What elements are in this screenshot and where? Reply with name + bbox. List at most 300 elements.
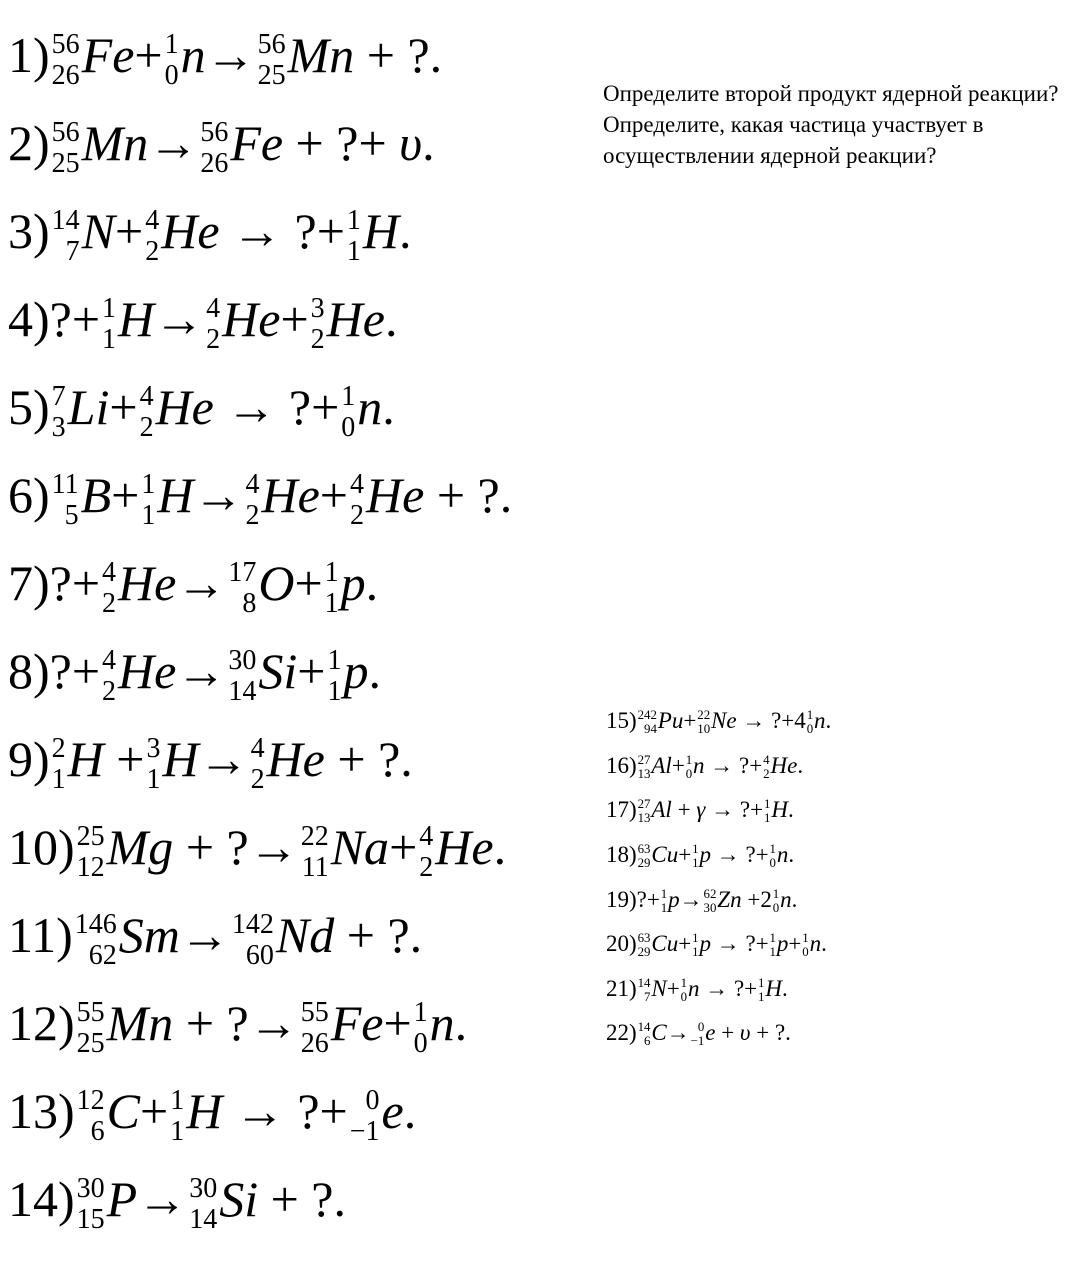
atomic-number: 2 — [145, 235, 160, 267]
mass-number: 4 — [206, 293, 221, 325]
operator: . — [825, 708, 832, 733]
reaction-number: 20) — [606, 931, 637, 956]
nuclide — [230, 907, 335, 971]
reaction-number: 18) — [606, 842, 637, 867]
reaction-3 — [8, 203, 412, 267]
mass-number: 27 — [637, 797, 651, 812]
nuclide-indices — [697, 709, 710, 736]
element-symbol: He — [366, 467, 425, 523]
nuclide-indices — [802, 932, 808, 959]
operator: . — [454, 995, 468, 1051]
atomic-number: 1 — [758, 990, 765, 1005]
nuclide-indices — [145, 207, 159, 266]
element-symbol: Al — [651, 797, 672, 822]
nuclide — [75, 819, 174, 883]
atomic-number: 2 — [245, 499, 260, 531]
mass-number: 30 — [189, 1173, 218, 1205]
atomic-number: 1 — [324, 587, 339, 619]
nuclide-indices — [638, 1021, 651, 1048]
operator: + — [671, 753, 685, 778]
element-symbol: n — [687, 976, 700, 1001]
operator: → ?+ — [222, 1083, 348, 1139]
atomic-number: 13 — [637, 811, 651, 826]
element-symbol: N — [651, 976, 667, 1001]
element-symbol: H — [771, 797, 788, 822]
nuclide-indices — [52, 119, 80, 178]
nuclide-indices — [763, 754, 769, 781]
operator: → ?+ — [699, 976, 758, 1001]
nuclide-indices — [52, 735, 66, 794]
nuclide — [100, 555, 177, 619]
reaction-number: 15) — [606, 708, 637, 733]
reaction-13 — [8, 1083, 417, 1147]
operator: . — [788, 842, 795, 867]
mass-number: 1 — [324, 557, 339, 589]
atomic-number: 2 — [102, 675, 117, 707]
nuclide-indices — [692, 932, 698, 959]
nuclide-indices — [638, 709, 657, 736]
operator: → — [193, 467, 244, 523]
nuclide-indices — [764, 798, 770, 825]
element-symbol: He — [161, 203, 220, 259]
mass-number: 56 — [257, 29, 286, 61]
operator: . — [791, 887, 798, 912]
nuclide — [198, 115, 284, 179]
reaction-number: 21) — [606, 976, 637, 1001]
element-symbol: Sm — [118, 907, 180, 963]
reaction-12 — [8, 995, 468, 1059]
mass-number: 0 — [697, 1020, 705, 1035]
reaction-4 — [8, 291, 398, 355]
nuclide — [75, 1083, 141, 1147]
nuclide — [50, 115, 149, 179]
nuclide-indices — [189, 1175, 217, 1234]
operator: → ?+4 — [736, 708, 806, 733]
element-symbol: p — [699, 842, 711, 867]
element-symbol: n — [776, 842, 789, 867]
nuclide-indices — [350, 1087, 380, 1146]
atomic-number: 29 — [637, 945, 651, 960]
nuclide-indices — [102, 295, 116, 354]
operator: → — [176, 555, 227, 611]
element-symbol: N — [81, 203, 116, 259]
element-symbol: He — [435, 819, 494, 875]
mass-number: 4 — [145, 205, 160, 237]
operator: + ?. — [424, 467, 513, 523]
nuclide — [348, 467, 425, 531]
reaction-17 — [606, 798, 794, 825]
reaction-21 — [606, 977, 788, 1004]
mass-number: 3 — [310, 293, 325, 325]
nuclide — [50, 379, 110, 443]
mass-number: 22 — [697, 708, 711, 723]
atomic-number: 94 — [644, 722, 657, 737]
mass-number: 7 — [51, 381, 66, 413]
atomic-number: 5 — [64, 499, 79, 531]
nuclide-indices — [347, 207, 361, 266]
nuclide-indices — [146, 735, 160, 794]
mass-number: 4 — [245, 469, 260, 501]
nuclide — [763, 797, 788, 826]
reaction-14 — [8, 1171, 346, 1235]
operator: → ?+ — [710, 842, 769, 867]
mass-number: 1 — [141, 469, 156, 501]
operator: → — [205, 27, 256, 83]
nuclide-indices — [52, 471, 79, 530]
atomic-number: 1 — [769, 945, 776, 960]
atomic-number: 25 — [76, 1027, 105, 1059]
nuclide — [143, 203, 220, 267]
mass-number: 1 — [772, 887, 780, 902]
operator: + — [715, 1020, 740, 1045]
mass-number: 25 — [76, 821, 105, 853]
mass-number: 14 — [637, 976, 651, 991]
mass-number: 4 — [102, 645, 117, 677]
mass-number: 1 — [170, 1085, 185, 1117]
operator: + ?+ — [283, 115, 400, 171]
atomic-number: 2 — [139, 411, 154, 443]
nuclide-indices — [102, 647, 116, 706]
nuclide — [691, 931, 711, 960]
atomic-number: 1 — [141, 499, 156, 531]
atomic-number: 11 — [301, 851, 329, 883]
operator: . — [782, 976, 788, 1001]
mass-number: 62 — [703, 887, 717, 902]
nuclide-indices — [419, 823, 433, 882]
reaction-16 — [606, 754, 803, 781]
reaction-number: 12) — [8, 995, 75, 1051]
atomic-number: −1 — [349, 1115, 380, 1147]
nuclide — [75, 1171, 138, 1235]
operator: + — [103, 731, 145, 787]
operator: + ?. — [354, 27, 443, 83]
reaction-number: 5) — [8, 379, 50, 435]
nuclide — [50, 467, 112, 531]
atomic-number: 6 — [644, 1034, 651, 1049]
element-symbol: n — [429, 995, 455, 1051]
element-symbol: He — [770, 753, 798, 778]
nuclide-indices — [773, 888, 779, 915]
element-symbol: Si — [219, 1171, 259, 1227]
nuclide — [50, 203, 116, 267]
mass-number: 55 — [76, 997, 105, 1029]
nuclide — [249, 731, 325, 795]
operator: + — [319, 467, 348, 523]
element-symbol: n — [357, 379, 383, 435]
element-symbol: He — [118, 555, 177, 611]
atomic-number: 0 — [413, 1027, 428, 1059]
atomic-number: 2 — [350, 499, 364, 531]
atomic-number: 26 — [200, 147, 229, 179]
nuclide-indices — [251, 735, 265, 794]
element-symbol: H — [67, 731, 104, 787]
element-symbol: p — [776, 931, 789, 956]
nuclide — [348, 1083, 404, 1147]
element-symbol: Cu — [651, 842, 679, 867]
particle-symbol: υ — [739, 1020, 751, 1045]
nuclide — [309, 291, 385, 355]
element-symbol: He — [261, 467, 320, 523]
nuclide — [637, 797, 672, 826]
nuclide-indices — [350, 471, 364, 530]
mass-number: 4 — [763, 753, 770, 768]
element-symbol: H — [186, 1083, 223, 1139]
element-symbol: n — [693, 753, 705, 778]
element-symbol: e — [705, 1020, 716, 1045]
operator: + — [115, 203, 144, 259]
element-symbol: Nd — [275, 907, 335, 963]
reaction-number: 10) — [8, 819, 75, 875]
nuclide — [801, 931, 822, 960]
mass-number: 1 — [413, 997, 428, 1029]
nuclide-indices — [686, 754, 692, 781]
nuclide — [226, 555, 295, 619]
operator: → ?+ — [704, 753, 763, 778]
mass-number: 56 — [51, 117, 80, 149]
element-symbol: H — [162, 731, 199, 787]
nuclide — [100, 291, 155, 355]
mass-number: 1 — [806, 708, 814, 723]
nuclide — [75, 995, 174, 1059]
operator: → — [137, 1171, 188, 1227]
nuclide-indices — [77, 823, 105, 882]
element-symbol: e — [381, 1083, 404, 1139]
atomic-number: 0 — [802, 945, 809, 960]
element-symbol: Mn — [106, 995, 174, 1051]
reaction-6 — [8, 467, 513, 531]
mass-number: 17 — [228, 557, 257, 589]
operator: → ?+ — [219, 203, 345, 259]
nuclide-indices — [770, 843, 776, 870]
operator: . — [403, 1083, 417, 1139]
reaction-2 — [8, 115, 435, 179]
reaction-9 — [8, 731, 413, 795]
mass-number: 1 — [346, 205, 361, 237]
atomic-number: 15 — [76, 1203, 105, 1235]
mass-number: 30 — [76, 1173, 105, 1205]
atomic-number: 3 — [51, 411, 66, 443]
element-symbol: Pu — [657, 708, 684, 733]
atomic-number: 62 — [88, 939, 117, 971]
operator: → — [154, 291, 205, 347]
nuclide-indices — [77, 1087, 105, 1146]
operator: + ?. — [258, 1171, 346, 1227]
element-symbol: He — [155, 379, 214, 435]
element-symbol: He — [118, 643, 177, 699]
element-symbol: B — [80, 467, 112, 523]
operator: + — [678, 931, 692, 956]
element-symbol: H — [362, 203, 400, 259]
mass-number: 1 — [769, 842, 776, 857]
atomic-number: 2 — [419, 851, 434, 883]
reaction-22 — [606, 1021, 791, 1048]
reaction-number: 16) — [606, 753, 637, 778]
nuclide — [144, 731, 199, 795]
atomic-number: 10 — [697, 722, 711, 737]
nuclide-indices — [325, 559, 339, 618]
operator: + ?. — [750, 1020, 791, 1045]
element-symbol: Fe — [230, 115, 284, 171]
nuclide-indices — [807, 709, 813, 736]
nuclide — [243, 467, 320, 531]
nuclide — [139, 467, 194, 531]
mass-number: 4 — [139, 381, 154, 413]
mass-number: 63 — [637, 931, 651, 946]
operator: +2 — [741, 887, 772, 912]
nuclide — [637, 753, 672, 782]
nuclide-indices — [141, 471, 155, 530]
element-symbol: n — [809, 931, 822, 956]
nuclide — [660, 887, 680, 916]
mass-number: 4 — [350, 469, 364, 501]
atomic-number: 8 — [242, 587, 257, 619]
atomic-number: 2 — [310, 323, 325, 355]
nuclide — [204, 291, 281, 355]
operator: + — [294, 555, 323, 611]
operator: → — [179, 907, 230, 963]
atomic-number: 0 — [769, 856, 776, 871]
atomic-number: 0 — [772, 901, 780, 916]
nuclide — [339, 379, 383, 443]
atomic-number: 0 — [685, 767, 693, 782]
nuclide — [691, 842, 711, 871]
atomic-number: 0 — [680, 990, 688, 1005]
element-symbol: Mg — [106, 819, 174, 875]
mass-number: 1 — [692, 842, 699, 857]
atomic-number: 1 — [692, 945, 699, 960]
nuclide-indices — [681, 977, 687, 1004]
mass-number: 4 — [419, 821, 434, 853]
mass-number: 55 — [300, 997, 329, 1029]
atomic-number: 14 — [228, 675, 257, 707]
atomic-number: 0 — [164, 59, 179, 91]
reaction-number: 1) — [8, 27, 50, 83]
operator: + — [678, 842, 692, 867]
operator: . — [384, 291, 398, 347]
element-symbol: H — [157, 467, 194, 523]
mass-number: 4 — [250, 733, 265, 765]
mass-number: 2 — [51, 733, 66, 765]
mass-number: 22 — [300, 821, 329, 853]
reaction-8 — [8, 643, 381, 707]
operator: + ?. — [324, 731, 413, 787]
atomic-number: 13 — [637, 767, 651, 782]
nuclide — [637, 976, 667, 1005]
operator: + — [140, 1083, 169, 1139]
atomic-number: 30 — [703, 901, 717, 916]
nuclide-indices — [638, 754, 651, 781]
operator: ?+ — [49, 555, 101, 611]
reaction-11 — [8, 907, 423, 971]
nuclide-indices — [770, 932, 776, 959]
atomic-number: 1 — [763, 811, 771, 826]
particle-symbol: γ — [696, 797, 706, 822]
reaction-number: 13) — [8, 1083, 75, 1139]
element-symbol: H — [765, 976, 782, 1001]
nuclide — [187, 1171, 259, 1235]
reaction-number: 19) — [606, 887, 637, 912]
mass-number: 56 — [51, 29, 80, 61]
element-symbol: He — [266, 731, 325, 787]
element-symbol: Al — [651, 753, 672, 778]
operator: ?+ — [49, 643, 101, 699]
nuclide-indices — [661, 888, 667, 915]
operator: + — [109, 379, 138, 435]
atomic-number: 25 — [51, 147, 80, 179]
atomic-number: 26 — [300, 1027, 329, 1059]
mass-number: 1 — [341, 381, 356, 413]
mass-number: 30 — [228, 645, 257, 677]
operator: → — [176, 643, 227, 699]
operator: + — [788, 931, 802, 956]
nuclide — [138, 379, 214, 443]
mass-number: 3 — [146, 733, 161, 765]
nuclide-indices — [77, 999, 105, 1058]
operator: + — [666, 976, 680, 1001]
mass-number: 11 — [51, 469, 79, 501]
element-symbol: H — [118, 291, 155, 347]
mass-number: 14 — [51, 205, 80, 237]
mass-number: 12 — [76, 1085, 105, 1117]
nuclide — [168, 1083, 223, 1147]
question-1: Определите второй продукт ядерной реакции? — [603, 81, 1059, 106]
nuclide-indices — [341, 383, 355, 442]
operator: . — [493, 819, 507, 875]
operator: + — [111, 467, 140, 523]
operator: → — [148, 115, 199, 171]
atomic-number: 60 — [245, 939, 274, 971]
atomic-number: 1 — [170, 1115, 185, 1147]
element-symbol: Fe — [330, 995, 384, 1051]
reaction-5 — [8, 379, 395, 443]
operator: → ?+ — [213, 379, 340, 435]
nuclide-indices — [200, 119, 228, 178]
operator: + ?→ — [173, 819, 299, 875]
reaction-number: 9) — [8, 731, 50, 787]
reaction-number: 14) — [8, 1171, 75, 1227]
element-symbol: p — [343, 643, 369, 699]
nuclide — [696, 708, 737, 737]
atomic-number: 2 — [206, 323, 221, 355]
element-symbol: C — [651, 1020, 667, 1045]
nuclide-indices — [52, 207, 80, 266]
nuclide-indices — [232, 911, 274, 970]
mass-number: 1 — [769, 931, 776, 946]
operator: . — [368, 643, 381, 699]
nuclide — [299, 819, 390, 883]
nuclide-indices — [704, 888, 717, 915]
operator: + — [671, 797, 697, 822]
mass-number: 1 — [164, 29, 179, 61]
atomic-number: 0 — [806, 722, 814, 737]
nuclide-indices — [311, 295, 325, 354]
mass-number: 14 — [637, 1020, 651, 1035]
operator: → ?+ — [710, 931, 769, 956]
atomic-number: 0 — [341, 411, 356, 443]
nuclide — [772, 887, 792, 916]
operator: ?+ — [49, 291, 101, 347]
operator: ?+ — [636, 887, 660, 912]
reaction-number: 7) — [8, 555, 50, 611]
atomic-number: 1 — [102, 323, 117, 355]
atomic-number: −1 — [690, 1034, 705, 1049]
atomic-number: 26 — [51, 59, 80, 91]
element-symbol: Ne — [711, 708, 737, 733]
nuclide — [417, 819, 494, 883]
atomic-number: 6 — [90, 1115, 105, 1147]
particle-symbol: υ — [399, 115, 423, 171]
reaction-15 — [606, 709, 831, 736]
